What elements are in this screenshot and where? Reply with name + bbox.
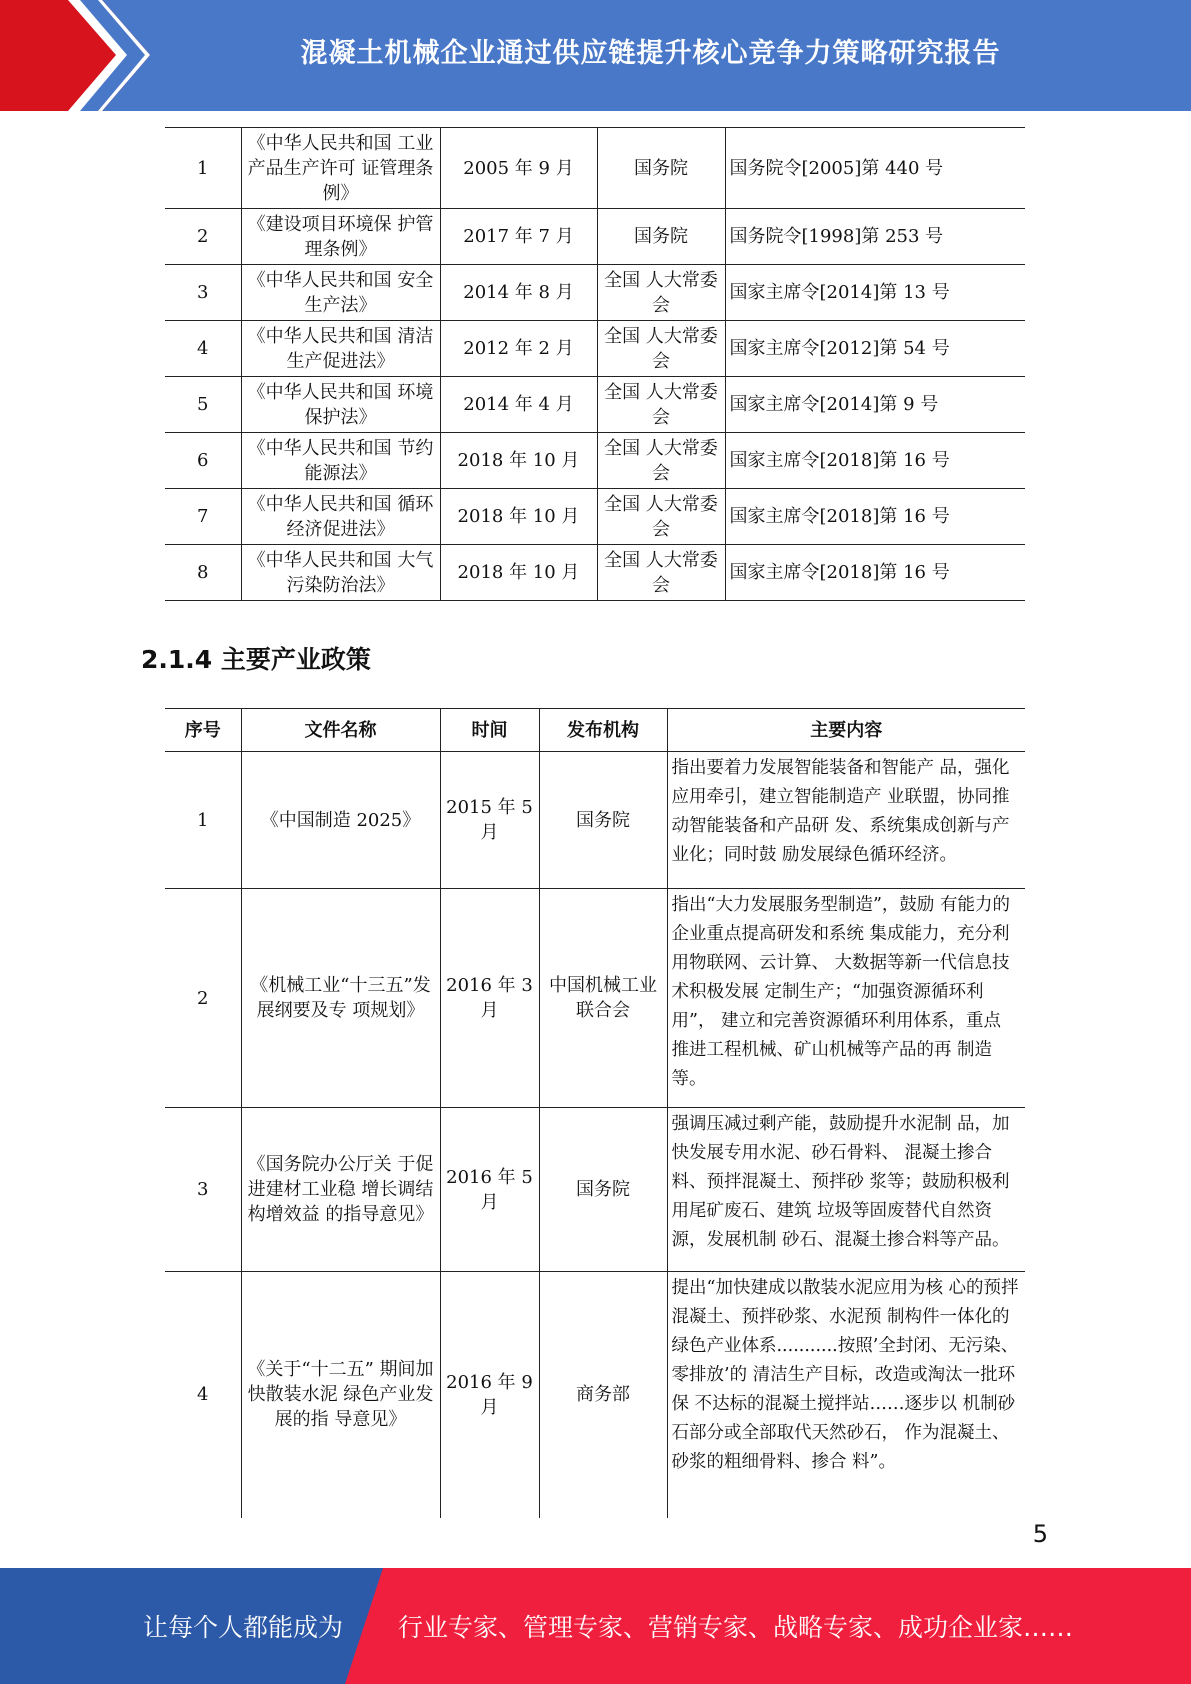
row-number: 2 — [165, 889, 241, 1108]
issue-date: 2005 年 9 月 — [440, 128, 597, 209]
row-number: 1 — [165, 752, 241, 889]
issuing-body: 国务院 — [539, 752, 667, 889]
row-number: 1 — [165, 128, 241, 209]
document-number: 国家主席令[2014]第 9 号 — [725, 377, 1025, 433]
document-name: 《建设项目环境保 护管理条例》 — [241, 209, 440, 265]
issuing-body: 商务部 — [539, 1272, 667, 1518]
issue-date: 2012 年 2 月 — [440, 321, 597, 377]
issuing-body: 全国 人大常委会 — [597, 321, 725, 377]
table-row — [165, 209, 1025, 265]
issuing-body: 国务院 — [597, 209, 725, 265]
table-row — [165, 265, 1025, 321]
table-header-row — [165, 709, 1025, 752]
row-number: 3 — [165, 265, 241, 321]
document-name: 《中华人民共和国 安全生产法》 — [241, 265, 440, 321]
row-number: 4 — [165, 1272, 241, 1518]
table-row — [165, 489, 1025, 545]
column-header: 时间 — [440, 709, 539, 752]
document-name: 《中华人民共和国 环境保护法》 — [241, 377, 440, 433]
document-number: 国务院令[1998]第 253 号 — [725, 209, 1025, 265]
column-header: 发布机构 — [539, 709, 667, 752]
main-content: 提出“加快建成以散装水泥应用为核 心的预拌混凝土、预拌砂浆、水泥预 制构件一体化的绿色产业体系...........按照’全封闭、无污染、零排放’的 清洁生产目标，改造或淘汰一批环保 不达标的混凝土搅拌站……逐步以 机制砂石部分或全部取代天然砂石， 作为混凝土、砂浆的粗细骨料、掺合 料”。 — [667, 1272, 1025, 1518]
page-header — [0, 0, 1191, 111]
document-name: 《中华人民共和国 工业产品生产许可 证管理条例》 — [241, 128, 440, 209]
issuing-body: 国务院 — [597, 128, 725, 209]
document-name: 《中华人民共和国 节约能源法》 — [241, 433, 440, 489]
issuing-body: 全国 人大常委会 — [597, 545, 725, 601]
column-header: 文件名称 — [241, 709, 440, 752]
document-name: 《机械工业“十三五”发展纲要及专 项规划》 — [241, 889, 440, 1108]
column-header: 主要内容 — [667, 709, 1025, 752]
main-content: 强调压减过剩产能，鼓励提升水泥制 品，加快发展专用水泥、砂石骨料、 混凝土掺合料、预拌混凝土、预拌砂 浆等；鼓励积极利用尾矿废石、建筑 垃圾等固废替代自然资源，发展机制 砂石、混凝土掺合料等产品。 — [667, 1108, 1025, 1272]
issue-date: 2014 年 4 月 — [440, 377, 597, 433]
issue-date: 2015 年 5 月 — [440, 752, 539, 889]
table-row — [165, 889, 1025, 1108]
issue-date: 2016 年 3 月 — [440, 889, 539, 1108]
table-row — [165, 752, 1025, 889]
row-number: 7 — [165, 489, 241, 545]
table-row — [165, 545, 1025, 601]
document-number: 国家主席令[2018]第 16 号 — [725, 433, 1025, 489]
report-title: 混凝土机械企业通过供应链提升核心竞争力策略研究报告 — [300, 37, 1001, 69]
issue-date: 2018 年 10 月 — [440, 489, 597, 545]
issue-date: 2018 年 10 月 — [440, 545, 597, 601]
issuing-body: 全国 人大常委会 — [597, 377, 725, 433]
header-chevron-icon — [0, 0, 150, 111]
row-number: 4 — [165, 321, 241, 377]
document-name: 《国务院办公厅关 于促进建材工业稳 增长调结构增效益 的指导意见》 — [241, 1108, 440, 1272]
table-row — [165, 128, 1025, 209]
document-name: 《关于“十二五” 期间加快散装水泥 绿色产业发展的指 导意见》 — [241, 1272, 440, 1518]
document-name: 《中华人民共和国 清洁生产促进法》 — [241, 321, 440, 377]
row-number: 2 — [165, 209, 241, 265]
row-number: 5 — [165, 377, 241, 433]
issue-date: 2016 年 9 月 — [440, 1272, 539, 1518]
footer-slogan-left: 让每个人都能成为 — [143, 1613, 344, 1642]
page-number: 5 — [1032, 1520, 1048, 1548]
issuing-body: 全国 人大常委会 — [597, 489, 725, 545]
column-header: 序号 — [165, 709, 241, 752]
document-name: 《中国制造 2025》 — [241, 752, 440, 889]
issuing-body: 中国机械工业联合会 — [539, 889, 667, 1108]
table-row — [165, 1108, 1025, 1272]
document-number: 国家主席令[2018]第 16 号 — [725, 545, 1025, 601]
table-row — [165, 433, 1025, 489]
main-content: 指出“大力发展服务型制造”，鼓励 有能力的企业重点提高研发和系统 集成能力，充分利用物联网、云计算、 大数据等新一代信息技术积极发展 定制生产；“加强资源循环利用”， 建立和完善资源循环利用体系，重点 推进工程机械、矿山机械等产品的再 制造等。 — [667, 889, 1025, 1108]
main-content: 指出要着力发展智能装备和智能产 品，强化应用牵引，建立智能制造产 业联盟，协同推动智能装备和产品研 发、系统集成创新与产业化；同时鼓 励发展绿色循环经济。 — [667, 752, 1025, 889]
document-number: 国家主席令[2014]第 13 号 — [725, 265, 1025, 321]
issuing-body: 全国 人大常委会 — [597, 433, 725, 489]
industry-policy-table — [165, 708, 1025, 1518]
issue-date: 2018 年 10 月 — [440, 433, 597, 489]
section-heading: 2.1.4 主要产业政策 — [141, 645, 371, 674]
issue-date: 2017 年 7 月 — [440, 209, 597, 265]
document-number: 国家主席令[2012]第 54 号 — [725, 321, 1025, 377]
issuing-body: 国务院 — [539, 1108, 667, 1272]
table-row — [165, 321, 1025, 377]
page-footer — [0, 1568, 1191, 1684]
regulations-table — [165, 127, 1025, 601]
document-number: 国家主席令[2018]第 16 号 — [725, 489, 1025, 545]
issue-date: 2016 年 5 月 — [440, 1108, 539, 1272]
document-number: 国务院令[2005]第 440 号 — [725, 128, 1025, 209]
footer-slogan-right: 行业专家、管理专家、营销专家、战略专家、成功企业家…… — [398, 1613, 1074, 1642]
row-number: 3 — [165, 1108, 241, 1272]
row-number: 6 — [165, 433, 241, 489]
row-number: 8 — [165, 545, 241, 601]
table-row — [165, 1272, 1025, 1518]
document-name: 《中华人民共和国 大气污染防治法》 — [241, 545, 440, 601]
document-name: 《中华人民共和国 循环经济促进法》 — [241, 489, 440, 545]
issuing-body: 全国 人大常委会 — [597, 265, 725, 321]
issue-date: 2014 年 8 月 — [440, 265, 597, 321]
table-row — [165, 377, 1025, 433]
